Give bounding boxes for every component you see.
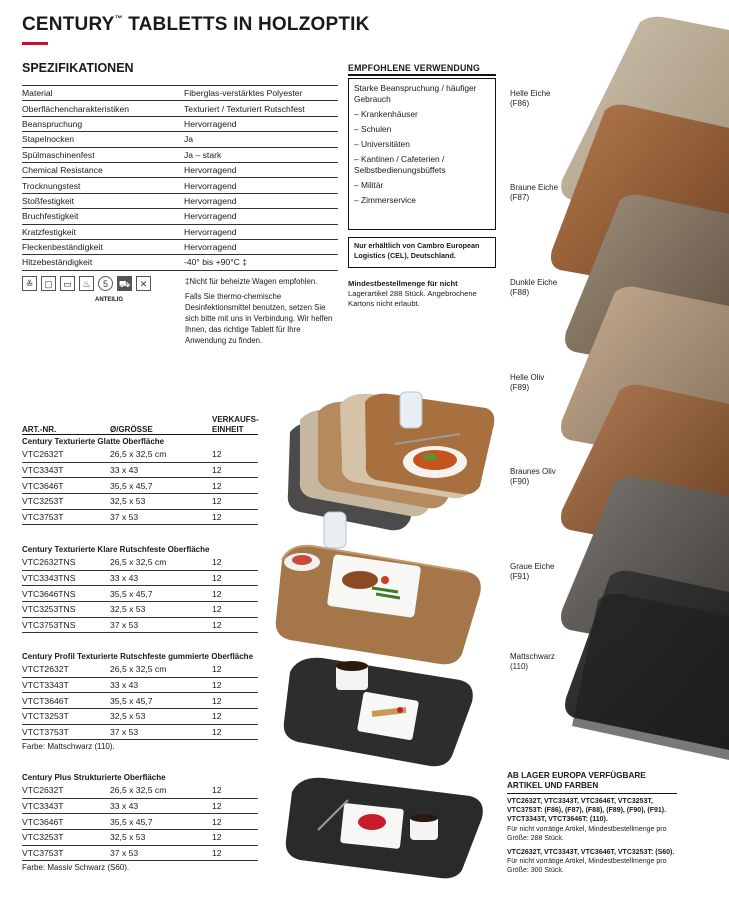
sales-unit: 12	[212, 677, 258, 693]
sales-unit: 12	[212, 570, 258, 586]
table-row	[22, 677, 258, 693]
swatch-code: (F89)	[510, 383, 530, 392]
spec-value: -40° bis +90°C ‡	[184, 255, 338, 270]
size: 37 x 53	[110, 724, 212, 740]
table-row	[22, 783, 258, 798]
spec-row	[22, 116, 338, 131]
sales-unit: 12	[212, 462, 258, 478]
usage-item: – Kantinen / Cafeterien / Selbstbedienungsbüffets	[354, 154, 446, 175]
article-number: VTC2632T	[22, 447, 110, 462]
swatch-code: (F86)	[510, 99, 530, 108]
spec-label: Spülmaschinenfest	[22, 147, 184, 162]
table-row	[22, 602, 258, 618]
article-number: VTC3253T	[22, 494, 110, 510]
spec-label: Hitzebeständigkeit	[22, 255, 184, 270]
swatch-code: (F90)	[510, 477, 530, 486]
spec-label: Fleckenbeständigkeit	[22, 239, 184, 254]
article-number: VTCT3753T	[22, 724, 110, 740]
product-group-title: Century Profil Texturierte Rutschfeste gummierte Oberfläche	[22, 652, 254, 661]
size: 26,5 x 32,5 cm	[110, 555, 212, 570]
article-number: VTC3753TNS	[22, 617, 110, 633]
article-number: VTC3753T	[22, 845, 110, 861]
table-row	[22, 462, 258, 478]
photo-black-tray	[284, 658, 473, 767]
min-order	[348, 279, 498, 309]
swatch-code: (F88)	[510, 288, 530, 297]
photo-wood-trays	[288, 392, 495, 530]
no-cutlery-icon: ✕	[136, 276, 151, 291]
spec-value: Hervorragend	[184, 116, 338, 131]
sales-unit: 12	[212, 814, 258, 830]
swatch-label	[510, 467, 556, 487]
article-number: VTC3343TNS	[22, 570, 110, 586]
product-group-title: Century Texturierte Glatte Oberfläche	[22, 437, 165, 446]
min-order-text: Lagerartikel 288 Stück. Angebrochene Kartons nicht erlaubt.	[348, 289, 477, 308]
dishwasher-icon: ▢	[41, 276, 56, 291]
spec-row	[22, 162, 338, 177]
size: 32,5 x 53	[110, 602, 212, 618]
spec-row	[22, 224, 338, 239]
spec-row	[22, 86, 338, 101]
note-heat: ‡Nicht für beheizte Wagen empfohlen.	[185, 277, 318, 286]
cel-notice: Nur erhältlich von Cambro European Logistics (CEL), Deutschland.	[348, 237, 496, 268]
col-unit-1: VERKAUFS-	[212, 415, 259, 424]
spec-label: Bruchfestigkeit	[22, 209, 184, 224]
size: 35,5 x 45,7	[110, 814, 212, 830]
spec-row	[22, 101, 338, 116]
swatch-label	[510, 278, 557, 298]
size: 26,5 x 32,5 cm	[110, 447, 212, 462]
swatch-code: (F87)	[510, 193, 530, 202]
swatch-label	[510, 183, 558, 203]
spec-notes	[185, 276, 335, 350]
stock-items-1: VTC2632T, VTC3343T, VTC3646T, VTC3253T, VTC3753T: (F86), (F87), (F88), (F89), (F90), (F91). VTCT3343T, VTCT3646T: (110).	[507, 798, 667, 824]
sales-unit: 12	[212, 617, 258, 633]
stock-items-2: VTC2632T, VTC3343T, VTC3646T, VTC3253T: (S60).	[507, 849, 675, 857]
spec-label: Chemical Resistance	[22, 162, 184, 177]
size: 33 x 43	[110, 798, 212, 814]
spec-row	[22, 178, 338, 193]
spec-value: Hervorragend	[184, 178, 338, 193]
spec-row	[22, 193, 338, 208]
usage-intro: Starke Beanspruchung / häufiger Gebrauch	[354, 83, 477, 104]
swatch-label	[510, 652, 555, 672]
color-note: Farbe: Mattschwarz (110).	[22, 742, 115, 752]
table-row	[22, 494, 258, 510]
swatch-name: Graue Eiche	[510, 562, 555, 571]
spec-value: Ja – stark	[184, 147, 338, 162]
size: 33 x 43	[110, 570, 212, 586]
sales-unit: 12	[212, 662, 258, 677]
table-row	[22, 693, 258, 709]
swatch-code: (F91)	[510, 572, 530, 581]
swatch-label	[510, 89, 550, 109]
size: 35,5 x 45,7	[110, 478, 212, 494]
product-group	[22, 773, 260, 872]
size: 32,5 x 53	[110, 494, 212, 510]
table-row	[22, 617, 258, 633]
usage-item: – Universitäten	[354, 139, 410, 149]
title-accent-rule	[22, 42, 48, 45]
table-row	[22, 845, 258, 861]
table-row	[22, 555, 258, 570]
feature-icons	[22, 276, 151, 291]
sales-unit: 12	[212, 586, 258, 602]
stock-text-1: Für nicht vorrätige Artikel, Mindestbestellmenge pro Größe: 288 Stück.	[507, 825, 667, 842]
spec-heading: SPEZIFIKATIONEN	[22, 61, 134, 75]
swatch-name: Dunkle Eiche	[510, 278, 558, 287]
spec-label: Stapelnocken	[22, 132, 184, 147]
table-row	[22, 814, 258, 830]
table-row	[22, 798, 258, 814]
spec-label: Kratzfestigkeit	[22, 224, 184, 239]
swatch-trays	[551, 17, 729, 760]
sales-unit: 12	[212, 602, 258, 618]
stock-availability	[507, 771, 677, 881]
photo-plus-tray	[286, 778, 483, 879]
stock-heading: AB LAGER EUROPA VERFÜGBARE ARTIKEL UND FARBEN	[507, 771, 677, 794]
sales-unit: 12	[212, 845, 258, 861]
table-row	[22, 570, 258, 586]
article-number: VTCT3646T	[22, 693, 110, 709]
article-number: VTCT2632T	[22, 662, 110, 677]
sales-unit: 12	[212, 830, 258, 846]
spec-row	[22, 239, 338, 254]
sales-unit: 12	[212, 555, 258, 570]
product-group-title: Century Texturierte Klare Rutschfeste Oberfläche	[22, 545, 210, 554]
swatch-name: Helle Oliv	[510, 373, 545, 382]
article-number: VTC2632TNS	[22, 555, 110, 570]
spec-value: Hervorragend	[184, 193, 338, 208]
sales-unit: 12	[212, 783, 258, 798]
sales-unit: 12	[212, 509, 258, 525]
product-group	[22, 545, 260, 633]
usage-item: – Militär	[354, 180, 384, 190]
swatch-name: Braunes Oliv	[510, 467, 556, 476]
stock-text-2: Für nicht vorrätige Artikel, Mindestbestellmenge pro Größe: 300 Stück.	[507, 858, 667, 875]
usage-box	[348, 78, 496, 230]
swatch-name: Mattschwarz	[510, 652, 555, 661]
size: 37 x 53	[110, 617, 212, 633]
spec-value: Ja	[184, 132, 338, 147]
size: 35,5 x 45,7	[110, 693, 212, 709]
years-icon: 5	[98, 276, 113, 291]
spec-label: Material	[22, 86, 184, 101]
spec-value: Hervorragend	[184, 209, 338, 224]
spec-value: Fiberglas-verstärktes Polyester	[184, 86, 338, 101]
table-row	[22, 709, 258, 725]
spec-value: Hervorragend	[184, 239, 338, 254]
min-order-heading: Mindestbestellmenge für nicht	[348, 279, 458, 288]
swatch-label	[510, 562, 554, 582]
size: 32,5 x 53	[110, 709, 212, 725]
table-row	[22, 724, 258, 740]
spec-label: Beanspruchung	[22, 116, 184, 131]
article-number: VTCT3343T	[22, 677, 110, 693]
article-number: VTC3646T	[22, 478, 110, 494]
photo-brown-tray	[276, 512, 481, 664]
col-size: Ø/GRÖSSE	[110, 425, 153, 434]
spec-table	[22, 85, 338, 271]
spec-row	[22, 132, 338, 147]
article-number: VTC3253TNS	[22, 602, 110, 618]
product-group-title: Century Plus Strukturierte Oberfläche	[22, 773, 166, 782]
spec-label: Stoßfestigkeit	[22, 193, 184, 208]
article-number: VTC3646TNS	[22, 586, 110, 602]
article-number: VTC3253T	[22, 830, 110, 846]
spec-row	[22, 209, 338, 224]
sales-unit: 12	[212, 478, 258, 494]
note-disinfectant: Falls Sie thermo-chemische Desinfektionsmittel benutzen, setzen Sie sich bitte mit uns in Verbindung. Wir helfen Ihnen, das richtige Tablett für Ihre Anwendung zu finden.	[185, 292, 333, 345]
size: 37 x 53	[110, 845, 212, 861]
article-number: VTC2632T	[22, 783, 110, 798]
color-note: Farbe: Massiv Schwarz (S60).	[22, 863, 130, 873]
size: 26,5 x 32,5 cm	[110, 783, 212, 798]
table-row	[22, 586, 258, 602]
usage-heading: EMPFOHLENE VERWENDUNG	[348, 63, 496, 76]
spec-value: Hervorragend	[184, 162, 338, 177]
size: 33 x 43	[110, 677, 212, 693]
table-row	[22, 509, 258, 525]
tray-icon: ▭	[60, 276, 75, 291]
product-group	[22, 652, 260, 751]
article-number: VTC3343T	[22, 798, 110, 814]
spec-value: Texturiert / Texturiert Rutschfest	[184, 101, 338, 116]
icon-note: ANTEILIG	[95, 297, 123, 303]
spec-label: Trocknungstest	[22, 178, 184, 193]
size: 33 x 43	[110, 462, 212, 478]
stacking-icon: ≚	[22, 276, 37, 291]
sales-unit: 12	[212, 693, 258, 709]
sales-unit: 12	[212, 724, 258, 740]
table-row	[22, 830, 258, 846]
product-group	[22, 437, 260, 525]
col-unit-2: EINHEIT	[212, 425, 244, 434]
cart-icon: ⛟	[117, 276, 132, 291]
article-number: VTC3343T	[22, 462, 110, 478]
sales-unit: 12	[212, 798, 258, 814]
table-row	[22, 662, 258, 677]
article-number: VTC3646T	[22, 814, 110, 830]
swatch-name: Braune Eiche	[510, 183, 559, 192]
spec-value: Hervorragend	[184, 224, 338, 239]
article-number: VTC3753T	[22, 509, 110, 525]
spec-row	[22, 147, 338, 162]
page-title: CENTURY™ TABLETTS IN HOLZOPTIK	[22, 14, 370, 35]
size: 26,5 x 32,5 cm	[110, 662, 212, 677]
swatch-code: (110)	[510, 662, 529, 671]
heat-icon: ♨	[79, 276, 94, 291]
table-row	[22, 478, 258, 494]
col-art: ART.-NR.	[22, 425, 57, 434]
usage-item: – Schulen	[354, 124, 392, 134]
usage-item: – Zimmerservice	[354, 195, 416, 205]
sales-unit: 12	[212, 494, 258, 510]
swatch-label	[510, 373, 544, 393]
article-number: VTCT3253T	[22, 709, 110, 725]
sales-unit: 12	[212, 709, 258, 725]
size: 35,5 x 45,7	[110, 586, 212, 602]
size: 32,5 x 53	[110, 830, 212, 846]
usage-item: – Krankenhäuser	[354, 109, 418, 119]
spec-row	[22, 255, 338, 270]
table-row	[22, 447, 258, 462]
spec-label: Oberflächencharakteristiken	[22, 101, 184, 116]
size: 37 x 53	[110, 509, 212, 525]
swatch-name: Helle Eiche	[510, 89, 551, 98]
sales-unit: 12	[212, 447, 258, 462]
